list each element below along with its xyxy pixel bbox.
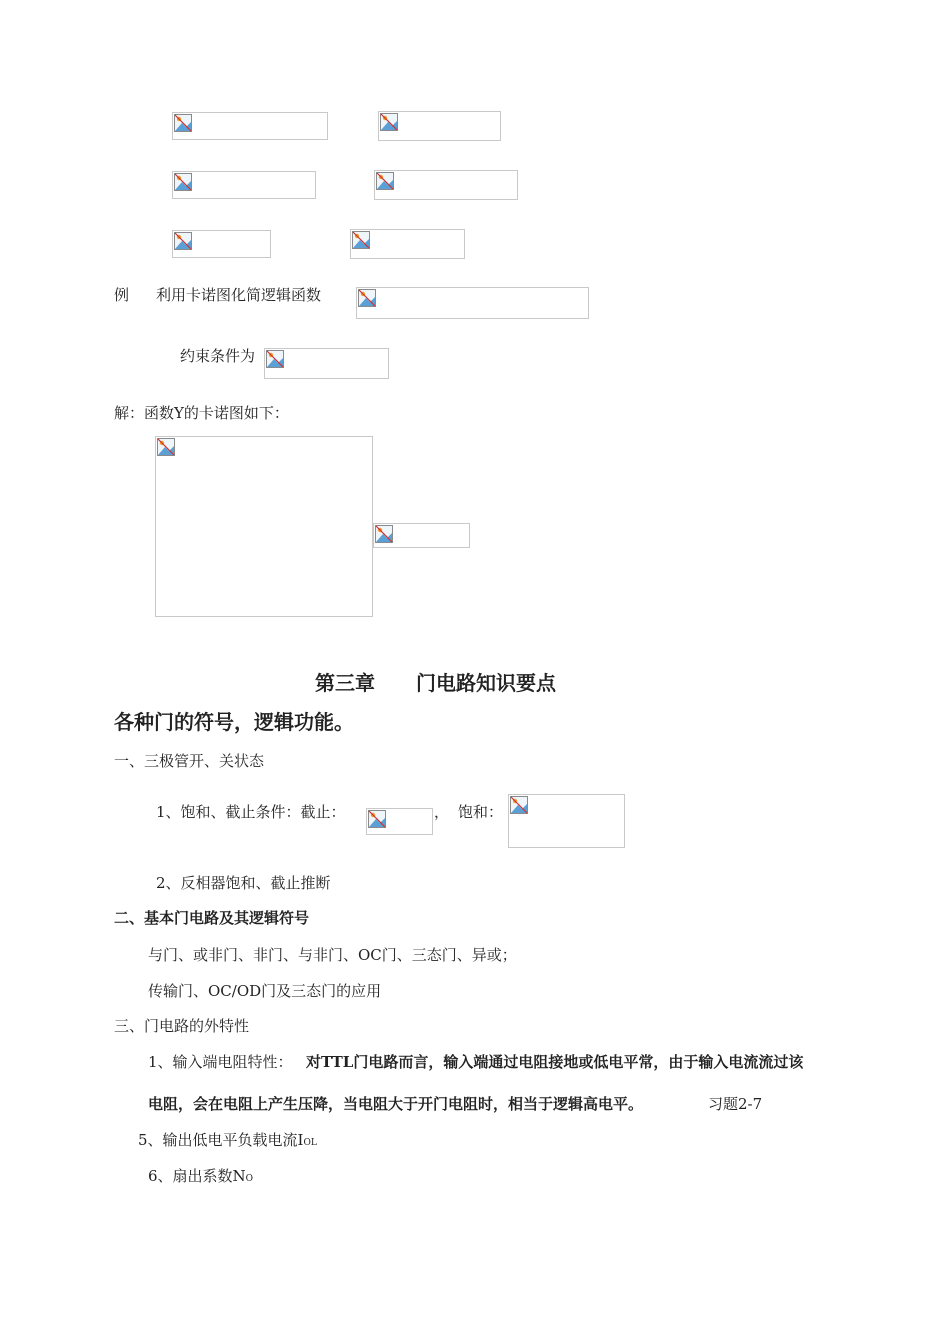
example-text: 利用卡诺图化简逻辑函数: [156, 286, 322, 304]
chapter-number: 第三章: [315, 671, 375, 695]
constraint-text: 约束条件为: [180, 347, 256, 365]
section1-item1-sep: ，: [434, 803, 450, 821]
broken-image-icon: [510, 796, 528, 814]
broken-image-icon: [358, 289, 376, 307]
section1-item1-saturate: 饱和：: [458, 803, 504, 821]
example-label: 例: [114, 286, 130, 304]
section3-item1-ref: 习题2-7: [708, 1095, 763, 1113]
broken-image-icon: [352, 231, 370, 249]
section2-heading: 二、基本门电路及其逻辑符号: [114, 909, 310, 927]
broken-image-icon: [157, 438, 175, 456]
section3-item6: [148, 1166, 253, 1189]
section3-item1-bold-b: 电阻，会在电阻上产生压降，当电阻大于开门电阻时，相当于逻辑高电平。: [148, 1095, 644, 1113]
section3-item5-main: 5、输出低电平负载电流I: [138, 1131, 304, 1149]
formula-image: [264, 348, 389, 379]
section3-item5: [138, 1130, 317, 1153]
section3-item1-bold-a: 对TTL门电路而言，输入端通过电阻接地或低电平常，由于输入电流流过该: [306, 1053, 804, 1071]
broken-image-icon: [174, 114, 192, 132]
broken-image-icon: [266, 350, 284, 368]
section2-line2: 传输门、OC/OD门及三态门的应用: [148, 982, 382, 1000]
karnaugh-map-image: [155, 436, 373, 617]
section3-heading: 三、门电路的外特性: [114, 1017, 250, 1035]
section3-item6-sub: O: [245, 1174, 254, 1184]
chapter-title: 门电路知识要点: [416, 671, 556, 695]
formula-image: [366, 808, 433, 835]
formula-image: [374, 170, 518, 200]
section1-item2: 2、反相器饱和、截止推断: [156, 874, 331, 892]
section2-line1: 与门、或非门、非门、与非门、OC门、三态门、异或；: [148, 946, 517, 964]
solution-text: 解：函数Y的卡诺图如下：: [114, 404, 289, 422]
formula-image: [172, 230, 271, 258]
formula-image: [356, 287, 589, 319]
formula-image: [508, 794, 625, 848]
broken-image-icon: [174, 173, 192, 191]
formula-image: [373, 523, 470, 548]
section1-item1-label: 1、饱和、截止条件：截止：: [156, 803, 346, 821]
broken-image-icon: [375, 525, 393, 543]
section3-item5-sub: OL: [303, 1138, 317, 1148]
formula-image: [350, 229, 465, 259]
formula-image: [172, 171, 316, 199]
broken-image-icon: [368, 810, 386, 828]
broken-image-icon: [174, 232, 192, 250]
formula-image: [378, 111, 501, 141]
section1-heading: 一、三极管开、关状态: [114, 752, 265, 770]
broken-image-icon: [380, 113, 398, 131]
section3-item6-main: 6、扇出系数N: [148, 1167, 246, 1185]
chapter-subtitle: 各种门的符号，逻辑功能。: [114, 710, 354, 734]
formula-image: [172, 112, 328, 140]
section3-item1-label: 1、输入端电阻特性：: [148, 1053, 293, 1071]
broken-image-icon: [376, 172, 394, 190]
